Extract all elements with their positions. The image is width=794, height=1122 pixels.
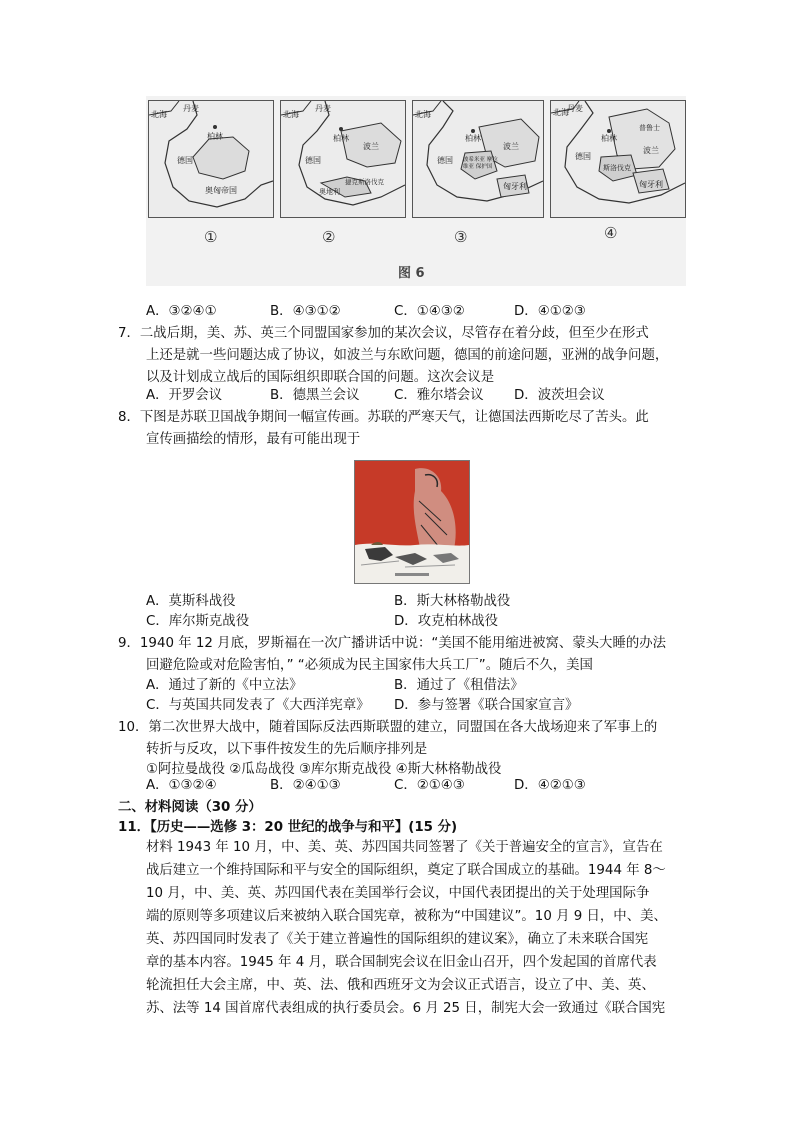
map-4-denmark: 丹麦 — [567, 104, 583, 113]
q9-option-d: D．参与签署《联合国家宣言》 — [394, 698, 579, 713]
map-4-number: ④ — [604, 224, 618, 242]
map-2-czechoslovakia: 捷克斯洛伐克 — [345, 178, 384, 186]
q11-line-2: 战后建立一个维持国际和平与安全的国际组织，奠定了联合国成立的基础。1944 年 8～ — [146, 863, 666, 878]
q7-line-3: 以及计划成立战后的国际组织即联合国的问题。这次会议是 — [146, 370, 495, 385]
q11-line-7: 轮流担任大会主席，中、英、法、俄和西班牙文为会议正式语言，设立了中、美、英、 — [146, 978, 655, 993]
figure-6-maps — [146, 96, 686, 286]
map-4-hungary: 匈牙利 — [639, 180, 663, 189]
q11-line-3: 10 月，中、美、英、苏四国代表在美国举行会议，中国代表团提出的关于处理国际争 — [146, 886, 650, 901]
q7-option-c: C．雅尔塔会议 — [394, 388, 484, 403]
q11-line-8: 苏、法等 14 国首席代表组成的执行委员会。6 月 25 日，制宪大会一致通过《联合国宪 — [146, 1001, 666, 1016]
q6-option-a: A．③②④① — [146, 304, 217, 319]
map-2-poland: 波兰 — [363, 142, 379, 151]
map-1-denmark: 丹麦 — [183, 104, 199, 113]
q8-option-a: A．莫斯科战役 — [146, 594, 236, 609]
map-2-germany: 德国 — [305, 156, 321, 165]
map-3-north-sea: 北海 — [415, 110, 431, 119]
q7-option-b: B．德黑兰会议 — [270, 388, 360, 403]
figure-caption: 图 6 — [398, 266, 425, 281]
map-2 — [280, 100, 406, 218]
map-1-number: ① — [204, 228, 218, 246]
map-1-drawing — [149, 101, 273, 217]
q7-line-1: 7．二战后期，美、苏、英三个同盟国家参加的某次会议，尽管存在着分歧，但至少在形式 — [118, 326, 649, 341]
q10-option-b: B．②④①③ — [270, 778, 341, 793]
q8-line-1: 8．下图是苏联卫国战争期间一幅宣传画。苏联的严寒天气，让德国法西斯吃尽了苦头。此 — [118, 410, 649, 425]
q9-line-1: 9．1940 年 12 月底，罗斯福在一次广播讲话中说：“美国不能用缩进被窝、蒙头大睡的办法 — [118, 636, 667, 651]
q9-option-a: A．通过了新的《中立法》 — [146, 678, 303, 693]
q11-line-4: 端的原则等多项建议后来被纳入联合国宪章，被称为“中国建议”。10 月 9 日，中、美、 — [146, 909, 667, 924]
q11-line-1: 材料 1943 年 10 月，中、美、英、苏四国共同签署了《关于普遍安全的宣言》，宣告在 — [146, 840, 663, 855]
q10-option-d: D．④②①③ — [514, 778, 586, 793]
q6-option-d: D．④①②③ — [514, 304, 586, 319]
map-4-north-sea: 北海 — [553, 108, 569, 117]
map-3-germany: 德国 — [437, 156, 453, 165]
map-3-protectorate: 波希米亚 摩拉维亚 保护国 — [463, 157, 498, 170]
q7-option-d: D．波茨坦会议 — [514, 388, 605, 403]
q7-option-a: A．开罗会议 — [146, 388, 223, 403]
map-1 — [148, 100, 274, 218]
poster-illustration — [355, 461, 469, 583]
q9-option-c: C．与英国共同发表了《大西洋宪章》 — [146, 698, 370, 713]
q11-title: 11．【历史——选修 3：20 世纪的战争与和平】(15 分) — [118, 820, 458, 835]
q9-line-2: 回避危险或对危险害怕，” “必须成为民主国家伟大兵工厂”。随后不久，美国 — [146, 658, 593, 673]
q11-line-6: 章的基本内容。1945 年 4 月，联合国制宪会议在旧金山召开，四个发起国的首席代表 — [146, 955, 657, 970]
map-4-berlin: 柏林 — [601, 134, 617, 143]
q11-line-5: 英、苏四国同时发表了《关于建立普遍性的国际组织的建议案》，确立了未来联合国宪 — [146, 932, 649, 947]
map-3-berlin: 柏林 — [465, 134, 481, 143]
q9-option-b: B．通过了《租借法》 — [394, 678, 524, 693]
q6-option-c: C．①④③② — [394, 304, 465, 319]
map-3-hungary: 匈牙利 — [503, 182, 527, 191]
map-1-north-sea: 北海 — [151, 110, 167, 119]
map-4-poland: 波兰 — [643, 146, 659, 155]
q8-option-d: D．攻克柏林战役 — [394, 614, 499, 629]
q10-option-a: A．①③②④ — [146, 778, 217, 793]
map-2-drawing — [281, 101, 405, 217]
q6-option-b: B．④③①② — [270, 304, 341, 319]
map-3-number: ③ — [454, 228, 468, 246]
map-4-prussia: 普鲁士 — [639, 124, 660, 132]
q10-line-1: 10．第二次世界大战中，随着国际反法西斯联盟的建立，同盟国在各大战场迎来了军事上的 — [118, 720, 658, 735]
q10-option-c: C．②①④③ — [394, 778, 465, 793]
soviet-propaganda-poster — [354, 460, 470, 584]
q8-option-c: C．库尔斯克战役 — [146, 614, 250, 629]
section-2-title: 二、材料阅读（30 分） — [118, 800, 262, 815]
map-4 — [550, 100, 686, 218]
map-4-slovakia: 斯洛伐克 — [603, 164, 631, 172]
map-2-north-sea: 北海 — [283, 110, 299, 119]
q8-line-2: 宣传画描绘的情形，最有可能出现于 — [146, 432, 361, 447]
q10-line-2: 转折与反攻，以下事件按发生的先后顺序排列是 — [146, 742, 428, 757]
q7-line-2: 上还是就一些问题达成了协议，如波兰与东欧问题，德国的前途问题，亚洲的战争问题， — [146, 348, 669, 363]
map-1-germany: 德国 — [177, 156, 193, 165]
map-3 — [412, 100, 544, 218]
q8-option-b: B．斯大林格勒战役 — [394, 594, 511, 609]
map-4-germany: 德国 — [575, 152, 591, 161]
map-1-austria-hungary: 奥匈帝国 — [205, 186, 237, 195]
map-4-drawing — [551, 101, 685, 217]
map-2-berlin: 柏林 — [333, 134, 349, 143]
map-3-poland: 波兰 — [503, 142, 519, 151]
map-1-berlin: 柏林 — [207, 132, 223, 141]
map-2-number: ② — [322, 228, 336, 246]
map-2-denmark: 丹麦 — [315, 104, 331, 113]
q10-line-3: ①阿拉曼战役 ②瓜岛战役 ③库尔斯克战役 ④斯大林格勒战役 — [146, 762, 502, 777]
map-2-austria: 奥地利 — [319, 188, 340, 196]
